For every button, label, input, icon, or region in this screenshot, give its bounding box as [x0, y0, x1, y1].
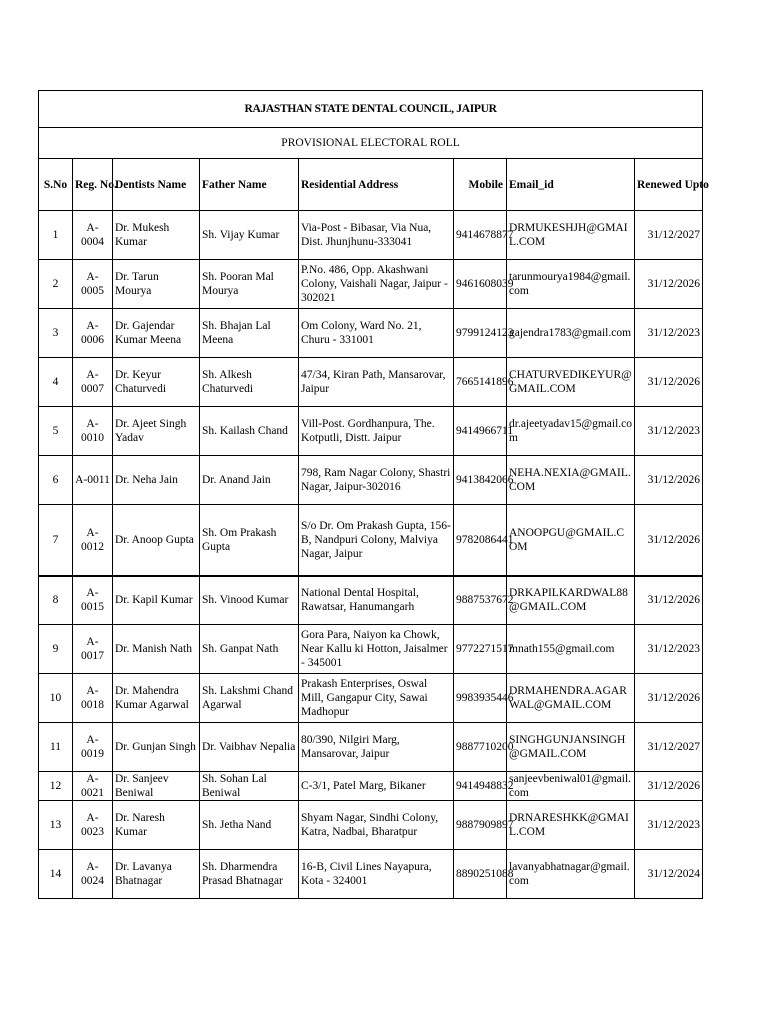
- cell-email: CHATURVEDIKEYUR@GMAIL.COM: [507, 358, 635, 407]
- cell-address: 47/34, Kiran Path, Mansarovar, Jaipur: [299, 358, 454, 407]
- cell-sno: 13: [39, 801, 73, 850]
- column-header-email: Email_id: [507, 159, 635, 211]
- document-title: RAJASTHAN STATE DENTAL COUNCIL, JAIPUR: [39, 91, 703, 128]
- cell-email: DRKAPILKARDWAL88@GMAIL.COM: [507, 576, 635, 625]
- cell-address: 798, Ram Nagar Colony, Shastri Nagar, Jaipur-302016: [299, 456, 454, 505]
- cell-mobile: 9782086441: [454, 505, 507, 576]
- cell-dentist-name: Dr. Naresh Kumar: [113, 801, 200, 850]
- cell-father-name: Sh. Vinood Kumar: [200, 576, 299, 625]
- cell-mobile: 9887909897: [454, 801, 507, 850]
- cell-father-name: Sh. Ganpat Nath: [200, 625, 299, 674]
- cell-renewed-upto: 31/12/2026: [635, 358, 703, 407]
- cell-address: 16-B, Civil Lines Nayapura, Kota - 324001: [299, 850, 454, 899]
- cell-dentist-name: Dr. Gunjan Singh: [113, 723, 200, 772]
- cell-mobile: 9887710200: [454, 723, 507, 772]
- document-subtitle: PROVISIONAL ELECTORAL ROLL: [39, 128, 703, 159]
- cell-reg-no: A-0023: [73, 801, 113, 850]
- table-row: [39, 211, 703, 260]
- cell-renewed-upto: 31/12/2023: [635, 309, 703, 358]
- table-row: [39, 723, 703, 772]
- cell-email: sanjeevbeniwal01@gmail.com: [507, 772, 635, 801]
- cell-mobile: 9799124123: [454, 309, 507, 358]
- table-row: [39, 625, 703, 674]
- cell-father-name: Sh. Vijay Kumar: [200, 211, 299, 260]
- cell-sno: 6: [39, 456, 73, 505]
- electoral-roll-sheet: [38, 90, 709, 899]
- cell-reg-no: A-0021: [73, 772, 113, 801]
- cell-sno: 8: [39, 576, 73, 625]
- cell-email: lavanyabhatnagar@gmail.com: [507, 850, 635, 899]
- cell-renewed-upto: 31/12/2023: [635, 801, 703, 850]
- cell-address: P.No. 486, Opp. Akashwani Colony, Vaishali Nagar, Jaipur - 302021: [299, 260, 454, 309]
- cell-mobile: 9414966711: [454, 407, 507, 456]
- cell-email: ANOOPGU@GMAIL.COM: [507, 505, 635, 576]
- cell-renewed-upto: 31/12/2026: [635, 772, 703, 801]
- cell-dentist-name: Dr. Manish Nath: [113, 625, 200, 674]
- cell-father-name: Sh. Jetha Nand: [200, 801, 299, 850]
- cell-email: gajendra1783@gmail.com: [507, 309, 635, 358]
- cell-address: National Dental Hospital, Rawatsar, Hanumangarh: [299, 576, 454, 625]
- table-body: [39, 211, 703, 899]
- cell-dentist-name: Dr. Keyur Chaturvedi: [113, 358, 200, 407]
- cell-reg-no: A-0019: [73, 723, 113, 772]
- cell-renewed-upto: 31/12/2026: [635, 674, 703, 723]
- column-header-father-name: Father Name: [200, 159, 299, 211]
- cell-mobile: 7665141896: [454, 358, 507, 407]
- cell-reg-no: A-0011: [73, 456, 113, 505]
- cell-mobile: 9772271517: [454, 625, 507, 674]
- cell-address: Gora Para, Naiyon ka Chowk, Near Kallu ki Hotton, Jaisalmer - 345001: [299, 625, 454, 674]
- cell-father-name: Sh. Kailash Chand: [200, 407, 299, 456]
- cell-dentist-name: Dr. Ajeet Singh Yadav: [113, 407, 200, 456]
- cell-email: tarunmourya1984@gmail.com: [507, 260, 635, 309]
- cell-email: NEHA.NEXIA@GMAIL.COM: [507, 456, 635, 505]
- table-row: [39, 456, 703, 505]
- cell-father-name: Sh. Sohan Lal Beniwal: [200, 772, 299, 801]
- cell-dentist-name: Dr. Mukesh Kumar: [113, 211, 200, 260]
- cell-email: dr.ajeetyadav15@gmail.com: [507, 407, 635, 456]
- cell-address: S/o Dr. Om Prakash Gupta, 156-B, Nandpuri Colony, Malviya Nagar, Jaipur: [299, 505, 454, 576]
- cell-dentist-name: Dr. Mahendra Kumar Agarwal: [113, 674, 200, 723]
- table-row: [39, 576, 703, 625]
- cell-dentist-name: Dr. Lavanya Bhatnagar: [113, 850, 200, 899]
- cell-sno: 12: [39, 772, 73, 801]
- cell-reg-no: A-0010: [73, 407, 113, 456]
- cell-email: SINGHGUNJANSINGH@GMAIL.COM: [507, 723, 635, 772]
- cell-reg-no: A-0015: [73, 576, 113, 625]
- cell-dentist-name: Dr. Kapil Kumar: [113, 576, 200, 625]
- table-row: [39, 505, 703, 576]
- cell-reg-no: A-0017: [73, 625, 113, 674]
- cell-sno: 3: [39, 309, 73, 358]
- cell-sno: 11: [39, 723, 73, 772]
- cell-reg-no: A-0007: [73, 358, 113, 407]
- cell-mobile: 9414948832: [454, 772, 507, 801]
- cell-father-name: Sh. Bhajan Lal Meena: [200, 309, 299, 358]
- cell-father-name: Dr. Vaibhav Nepalia: [200, 723, 299, 772]
- cell-renewed-upto: 31/12/2023: [635, 625, 703, 674]
- cell-renewed-upto: 31/12/2026: [635, 505, 703, 576]
- table-row: [39, 260, 703, 309]
- cell-renewed-upto: 31/12/2026: [635, 260, 703, 309]
- cell-sno: 10: [39, 674, 73, 723]
- cell-address: C-3/1, Patel Marg, Bikaner: [299, 772, 454, 801]
- cell-email: mnath155@gmail.com: [507, 625, 635, 674]
- cell-reg-no: A-0005: [73, 260, 113, 309]
- cell-reg-no: A-0004: [73, 211, 113, 260]
- cell-dentist-name: Dr. Anoop Gupta: [113, 505, 200, 576]
- table-row: [39, 674, 703, 723]
- cell-dentist-name: Dr. Neha Jain: [113, 456, 200, 505]
- cell-reg-no: A-0006: [73, 309, 113, 358]
- cell-renewed-upto: 31/12/2026: [635, 576, 703, 625]
- cell-father-name: Sh. Om Prakash Gupta: [200, 505, 299, 576]
- table-row: [39, 772, 703, 801]
- electoral-roll-table: [38, 90, 709, 899]
- cell-renewed-upto: 31/12/2024: [635, 850, 703, 899]
- column-header-dentist-name: Dentists Name: [113, 159, 200, 211]
- cell-father-name: Dr. Anand Jain: [200, 456, 299, 505]
- column-header-sno: S.No: [39, 159, 73, 211]
- table-row: [39, 801, 703, 850]
- cell-renewed-upto: 31/12/2027: [635, 211, 703, 260]
- table-row: [39, 850, 703, 899]
- cell-address: Prakash Enterprises, Oswal Mill, Gangapur City, Sawai Madhopur: [299, 674, 454, 723]
- cell-reg-no: A-0018: [73, 674, 113, 723]
- column-header-address: Residential Address: [299, 159, 454, 211]
- cell-sno: 7: [39, 505, 73, 576]
- cell-sno: 2: [39, 260, 73, 309]
- cell-mobile: 8890251088: [454, 850, 507, 899]
- column-header-renewed-upto: Renewed Upto: [635, 159, 703, 211]
- table-row: [39, 358, 703, 407]
- table-header-row: [39, 159, 703, 211]
- table-row: [39, 407, 703, 456]
- cell-sno: 14: [39, 850, 73, 899]
- cell-address: Shyam Nagar, Sindhi Colony, Katra, Nadbai, Bharatpur: [299, 801, 454, 850]
- cell-mobile: 9414678877: [454, 211, 507, 260]
- cell-address: Om Colony, Ward No. 21, Churu - 331001: [299, 309, 454, 358]
- cell-renewed-upto: 31/12/2023: [635, 407, 703, 456]
- cell-email: DRMAHENDRA.AGARWAL@GMAIL.COM: [507, 674, 635, 723]
- table-row: [39, 309, 703, 358]
- column-header-mobile: Mobile: [454, 159, 507, 211]
- column-header-reg-no: Reg. No.: [73, 159, 113, 211]
- cell-sno: 9: [39, 625, 73, 674]
- cell-sno: 5: [39, 407, 73, 456]
- cell-dentist-name: Dr. Sanjeev Beniwal: [113, 772, 200, 801]
- cell-mobile: 9461608039: [454, 260, 507, 309]
- cell-email: DRNARESHKK@GMAIL.COM: [507, 801, 635, 850]
- cell-sno: 4: [39, 358, 73, 407]
- cell-reg-no: A-0024: [73, 850, 113, 899]
- cell-address: Via-Post - Bibasar, Via Nua, Dist. Jhunjhunu-333041: [299, 211, 454, 260]
- cell-mobile: 9413842066: [454, 456, 507, 505]
- cell-mobile: 9887537672: [454, 576, 507, 625]
- cell-dentist-name: Dr. Tarun Mourya: [113, 260, 200, 309]
- cell-reg-no: A-0012: [73, 505, 113, 576]
- cell-father-name: Sh. Lakshmi Chand Agarwal: [200, 674, 299, 723]
- cell-renewed-upto: 31/12/2027: [635, 723, 703, 772]
- cell-email: DRMUKESHJH@GMAIL.COM: [507, 211, 635, 260]
- cell-address: 80/390, Nilgiri Marg, Mansarovar, Jaipur: [299, 723, 454, 772]
- cell-dentist-name: Dr. Gajendar Kumar Meena: [113, 309, 200, 358]
- cell-sno: 1: [39, 211, 73, 260]
- cell-address: Vill-Post. Gordhanpura, The. Kotputli, Distt. Jaipur: [299, 407, 454, 456]
- cell-father-name: Sh. Alkesh Chaturvedi: [200, 358, 299, 407]
- cell-father-name: Sh. Pooran Mal Mourya: [200, 260, 299, 309]
- cell-father-name: Sh. Dharmendra Prasad Bhatnagar: [200, 850, 299, 899]
- cell-renewed-upto: 31/12/2026: [635, 456, 703, 505]
- cell-mobile: 9983935446: [454, 674, 507, 723]
